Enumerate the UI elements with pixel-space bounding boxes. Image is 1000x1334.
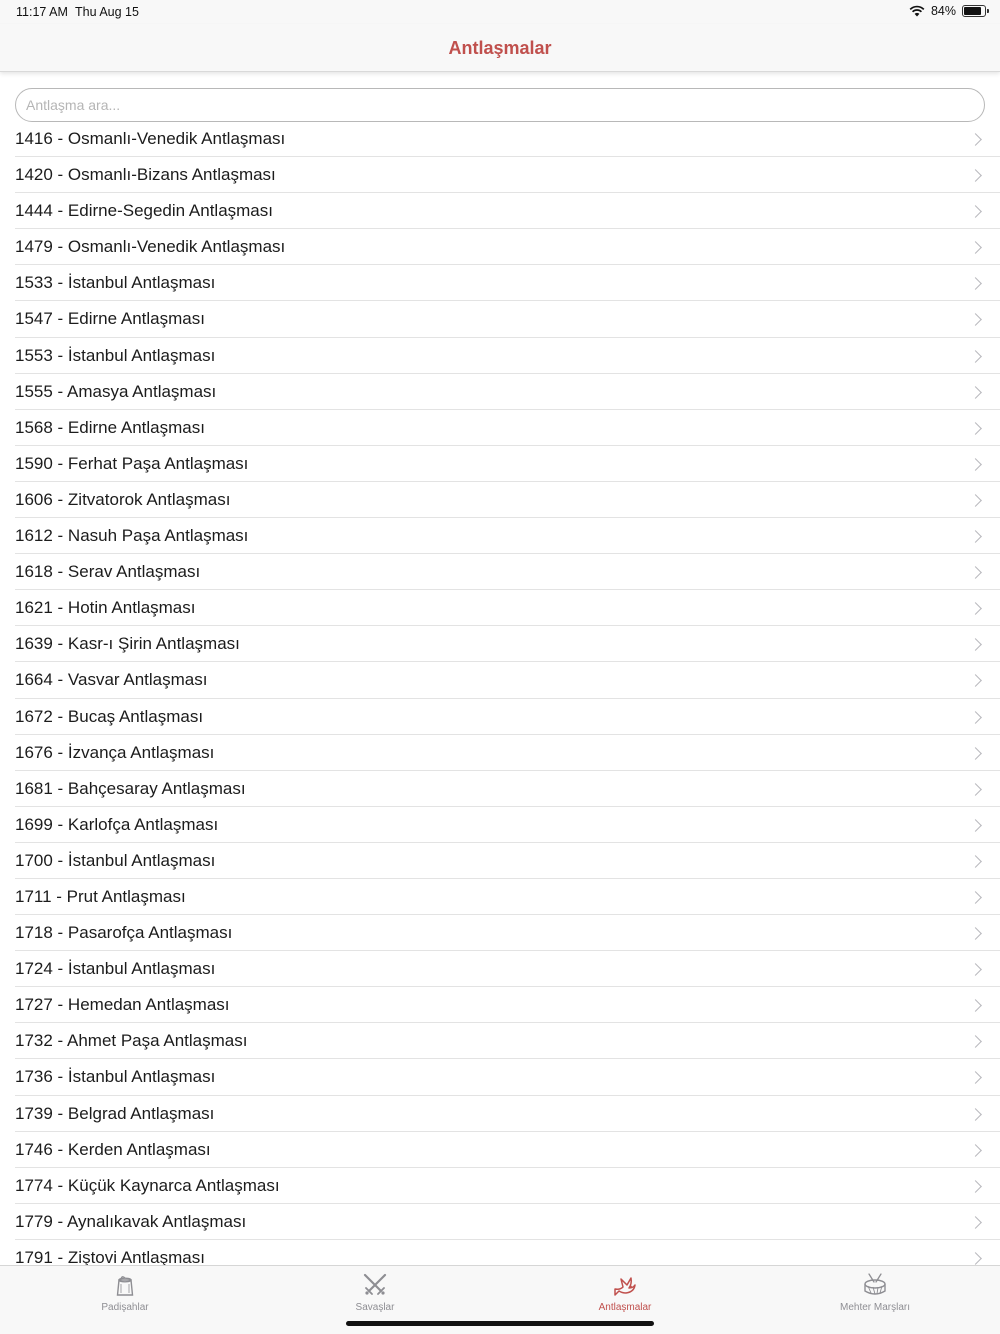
treaty-label: 1724 - İstanbul Antlaşması — [15, 959, 216, 979]
tab-label: Mehter Marşları — [839, 1302, 910, 1313]
chevron-right-icon — [969, 999, 982, 1012]
chevron-right-icon — [969, 314, 982, 327]
treaty-label: 1553 - İstanbul Antlaşması — [15, 345, 216, 365]
treaty-label: 1416 - Osmanlı-Venedik Antlaşması — [15, 129, 286, 148]
list-item[interactable] — [15, 915, 1000, 951]
list-item[interactable] — [15, 1096, 1000, 1132]
chevron-right-icon — [969, 819, 982, 832]
list-item[interactable] — [15, 301, 1000, 337]
crossed-swords-icon — [361, 1271, 389, 1299]
chevron-right-icon — [969, 1180, 982, 1193]
treaty-label: 1727 - Hemedan Antlaşması — [15, 995, 230, 1015]
list-item[interactable] — [15, 626, 1000, 662]
treaty-label: 1420 - Osmanlı-Bizans Antlaşması — [15, 165, 276, 185]
treaty-label: 1739 - Belgrad Antlaşması — [15, 1103, 215, 1123]
treaty-label: 1736 - İstanbul Antlaşması — [15, 1067, 216, 1087]
navigation-bar — [0, 24, 1000, 72]
fez-icon — [111, 1271, 139, 1299]
chevron-right-icon — [969, 422, 982, 435]
list-item[interactable] — [15, 879, 1000, 915]
treaty-label: 1718 - Pasarofça Antlaşması — [15, 923, 233, 943]
list-item[interactable] — [15, 1204, 1000, 1240]
search-bar — [15, 88, 985, 122]
treaty-label: 1612 - Nasuh Paşa Antlaşması — [15, 526, 249, 546]
chevron-right-icon — [969, 458, 982, 471]
chevron-right-icon — [969, 530, 982, 543]
status-date: Thu Aug 15 — [75, 5, 139, 19]
battery-percent: 84% — [930, 4, 956, 18]
status-time: 11:17 AM — [16, 5, 68, 19]
list-item[interactable] — [15, 518, 1000, 554]
battery-icon — [962, 5, 986, 17]
list-item[interactable] — [15, 590, 1000, 626]
treaty-label: 1672 - Bucaş Antlaşması — [15, 706, 204, 726]
chevron-right-icon — [969, 133, 982, 146]
page-title: Antlaşmalar — [448, 38, 552, 58]
list-item[interactable] — [15, 699, 1000, 735]
chevron-right-icon — [969, 855, 982, 868]
treaty-label: 1639 - Kasr-ı Şirin Antlaşması — [15, 634, 240, 654]
treaty-label: 1547 - Edirne Antlaşması — [15, 309, 205, 329]
treaty-label: 1676 - İzvança Antlaşması — [15, 742, 215, 762]
treaty-label: 1681 - Bahçesaray Antlaşması — [15, 778, 246, 798]
list-item[interactable] — [15, 193, 1000, 229]
chevron-right-icon — [969, 747, 982, 760]
chevron-right-icon — [969, 1035, 982, 1048]
chevron-right-icon — [969, 891, 982, 904]
list-item[interactable] — [15, 1059, 1000, 1095]
chevron-right-icon — [969, 638, 982, 651]
treaty-label: 1568 - Edirne Antlaşması — [15, 417, 205, 437]
list-item[interactable] — [15, 446, 1000, 482]
list-item[interactable] — [15, 987, 1000, 1023]
treaty-label: 1699 - Karlofça Antlaşması — [15, 814, 219, 834]
home-indicator — [346, 1321, 654, 1326]
treaty-label: 1774 - Küçük Kaynarca Antlaşması — [15, 1175, 280, 1195]
drum-icon — [861, 1271, 889, 1299]
dove-icon — [611, 1271, 639, 1299]
list-item[interactable] — [15, 662, 1000, 698]
chevron-right-icon — [969, 711, 982, 724]
status-bar — [0, 0, 1000, 24]
chevron-right-icon — [969, 783, 982, 796]
treaty-label: 1779 - Aynalıkavak Antlaşması — [15, 1211, 247, 1231]
tab-drum[interactable] — [750, 1266, 1000, 1334]
list-item[interactable] — [15, 482, 1000, 518]
treaty-label: 1791 - Ziştovi Antlaşması — [15, 1247, 205, 1265]
list-item[interactable] — [15, 843, 1000, 879]
treaty-label: 1533 - İstanbul Antlaşması — [15, 273, 216, 293]
list-item[interactable] — [15, 157, 1000, 193]
treaty-label: 1555 - Amasya Antlaşması — [15, 381, 217, 401]
list-item[interactable] — [15, 229, 1000, 265]
list-item[interactable] — [15, 1132, 1000, 1168]
treaty-label: 1732 - Ahmet Paşa Antlaşması — [15, 1031, 248, 1051]
list-item[interactable] — [15, 338, 1000, 374]
chevron-right-icon — [969, 927, 982, 940]
treaty-label: 1479 - Osmanlı-Venedik Antlaşması — [15, 237, 286, 257]
status-indicators — [909, 4, 986, 18]
list-item[interactable] — [15, 951, 1000, 987]
search-input[interactable] — [15, 88, 985, 122]
chevron-right-icon — [969, 278, 982, 291]
list-item[interactable] — [15, 771, 1000, 807]
chevron-right-icon — [969, 205, 982, 218]
treaty-label: 1618 - Serav Antlaşması — [15, 562, 201, 582]
list-item[interactable] — [15, 735, 1000, 771]
treaty-label: 1606 - Zitvatorok Antlaşması — [15, 489, 231, 509]
treaty-list[interactable] — [0, 121, 1000, 1265]
chevron-right-icon — [969, 1252, 982, 1265]
chevron-right-icon — [969, 1144, 982, 1157]
list-item[interactable] — [15, 1168, 1000, 1204]
chevron-right-icon — [969, 1072, 982, 1085]
tab-label: Padişahlar — [101, 1302, 149, 1313]
treaty-label: 1711 - Prut Antlaşması — [15, 886, 186, 906]
chevron-right-icon — [969, 602, 982, 615]
chevron-right-icon — [969, 566, 982, 579]
wifi-icon — [909, 5, 925, 17]
chevron-right-icon — [969, 169, 982, 182]
tab-label: Antlaşmalar — [598, 1302, 652, 1313]
chevron-right-icon — [969, 241, 982, 254]
list-item[interactable] — [15, 807, 1000, 843]
chevron-right-icon — [969, 494, 982, 507]
treaty-label: 1621 - Hotin Antlaşması — [15, 598, 196, 618]
treaty-label: 1700 - İstanbul Antlaşması — [15, 850, 216, 870]
list-item[interactable] — [15, 554, 1000, 590]
list-item[interactable] — [15, 1023, 1000, 1059]
list-item[interactable] — [15, 1240, 1000, 1265]
chevron-right-icon — [969, 675, 982, 688]
treaty-label: 1444 - Edirne-Segedin Antlaşması — [15, 201, 273, 221]
treaty-label: 1590 - Ferhat Paşa Antlaşması — [15, 453, 249, 473]
chevron-right-icon — [969, 386, 982, 399]
chevron-right-icon — [969, 1108, 982, 1121]
chevron-right-icon — [969, 1216, 982, 1229]
chevron-right-icon — [969, 350, 982, 363]
treaty-label: 1746 - Kerden Antlaşması — [15, 1139, 211, 1159]
treaty-label: 1664 - Vasvar Antlaşması — [15, 670, 208, 690]
list-item[interactable] — [15, 121, 1000, 157]
chevron-right-icon — [969, 963, 982, 976]
list-item[interactable] — [15, 410, 1000, 446]
tab-label: Savaşlar — [355, 1302, 395, 1313]
list-item[interactable] — [15, 265, 1000, 301]
list-item[interactable] — [15, 374, 1000, 410]
tab-fez[interactable] — [0, 1266, 250, 1334]
